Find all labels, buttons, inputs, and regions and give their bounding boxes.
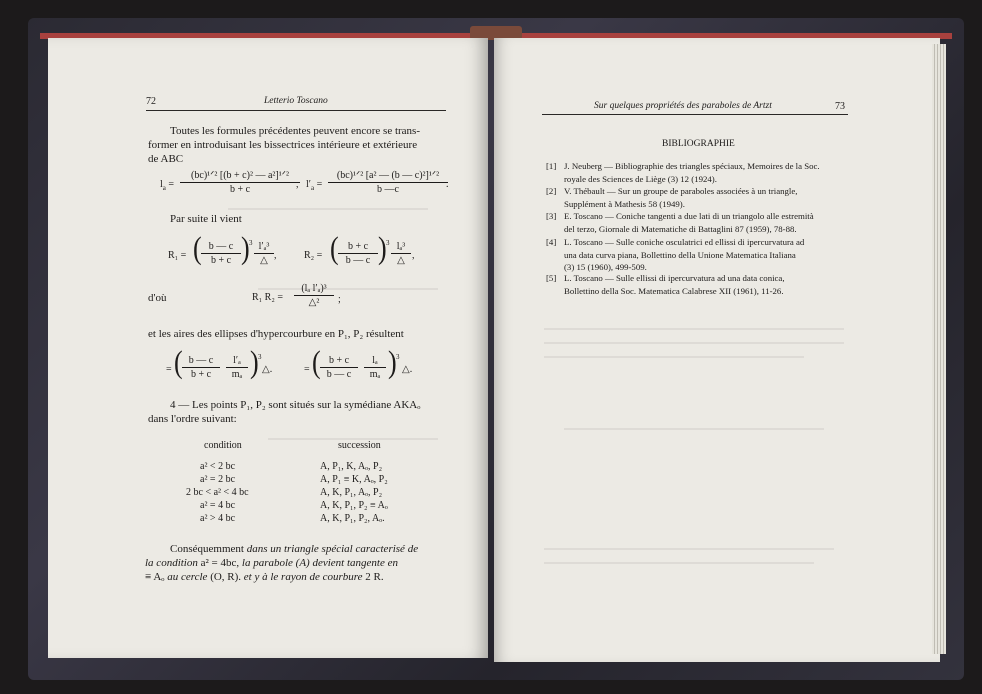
- formula-lhs: R₁ R₂ =: [252, 292, 283, 303]
- table-cell-succession: A, P₁, K, Aₒ, P₂: [320, 461, 383, 472]
- formula-post: △.: [262, 364, 273, 375]
- entry-line: una data curva piana, Bollettino della Unione Matematica Italiana: [564, 249, 796, 260]
- bibliography-entry: [546, 272, 856, 298]
- show-through: [228, 208, 428, 210]
- formula-eq: =: [304, 364, 310, 375]
- formula-fraction: (bc)¹ᐟ² [a² — (b — c)²]¹ᐟ² b —c: [328, 170, 448, 195]
- table-cell-succession: A, K, P₁, P₂, Aₒ.: [320, 513, 385, 524]
- formula-semicolon: ;: [338, 294, 341, 305]
- paren-close: ): [378, 231, 387, 266]
- right-page: [494, 38, 940, 662]
- formula-lhs: $l'_a$ =: [306, 179, 323, 192]
- formula-fraction: lₐ mₐ: [364, 355, 386, 380]
- paren-close: ): [388, 345, 397, 380]
- formula-fraction: lₐ³ △: [391, 241, 411, 266]
- table-cell-condition: a² = 4 bc: [200, 500, 236, 511]
- formula-comma: ,: [296, 179, 299, 190]
- running-head: Sur quelques propriétés des paraboles de Artzt: [594, 101, 772, 111]
- entry-line: Supplément à Mathesis 58 (1949).: [564, 198, 685, 209]
- paragraph-line: Par suite il vient: [170, 213, 242, 225]
- section-4-line: 4 — Les points P₁, P₂ sont situés sur la symédiane AKAₒ: [170, 399, 421, 411]
- formula-fraction: l′ₐ mₐ: [226, 355, 248, 380]
- entry-line: E. Toscano — Coniche tangenti a due lati di un triangolo alle estremità: [564, 211, 814, 221]
- entry-line: L. Toscano — Sulle ellissi di ipercurvatura ad una data conica,: [564, 273, 785, 283]
- show-through: [544, 562, 814, 564]
- paragraph-line: de ABC: [148, 153, 184, 165]
- page-number: 73: [835, 101, 845, 112]
- header-rule: [146, 110, 446, 111]
- bibliography-title: BIBLIOGRAPHIE: [662, 139, 735, 149]
- formula-comma: ,: [274, 250, 277, 261]
- formula-lhs: R₁ =: [168, 250, 187, 261]
- entry-line: Bollettino della Soc. Matematica Calabrese XII (1961), 11-26.: [564, 285, 784, 296]
- exponent: 3: [258, 353, 262, 361]
- entry-line: V. Thébault — Sur un groupe de paraboles associées à un triangle,: [564, 186, 798, 196]
- entry-number: [5]: [546, 273, 557, 283]
- show-through: [544, 328, 844, 330]
- exponent: 3: [249, 239, 253, 247]
- paren-close: ): [250, 345, 259, 380]
- entry-line: del terzo, Giornale di Matematiche di Battaglini 87 (1959), 78-88.: [564, 223, 797, 234]
- entry-line: royale des Sciences de Liège (3) 12 (1924).: [564, 173, 717, 184]
- running-head: Letterio Toscano: [264, 96, 328, 106]
- paren-open: (: [330, 231, 339, 266]
- show-through: [564, 428, 824, 430]
- page-number: 72: [146, 96, 156, 107]
- section-4-line: dans l'ordre suivant:: [148, 413, 237, 425]
- page-stack-edge: [932, 44, 946, 654]
- bibliography-entry: [546, 185, 856, 211]
- paren-open: (: [312, 345, 321, 380]
- bibliography-entry: [546, 236, 856, 274]
- exponent: 3: [396, 353, 400, 361]
- left-page: [48, 38, 488, 658]
- paragraph-line: et les aires des ellipses d'hypercourbure en P₁, P₂ résultent: [148, 328, 404, 340]
- formula-comma: ,: [412, 250, 415, 261]
- entry-line: (3) 15 (1960), 499-509.: [564, 262, 647, 272]
- table-head-succession: succession: [338, 440, 381, 451]
- formula-fraction: b + c b — c: [320, 355, 358, 380]
- header-rule: [542, 114, 848, 115]
- table-cell-succession: A, P₁ ≡ K, Aₒ, P₂: [320, 474, 388, 485]
- entry-line: J. Neuberg — Bibliographie des triangles spéciaux, Memoires de la Soc.: [564, 161, 820, 171]
- formula-period: .: [446, 179, 449, 190]
- entry-line: L. Toscano — Sulle coniche osculatrici ed ellissi di ipercurvatura ad: [564, 237, 805, 247]
- table-cell-condition: a² = 2 bc: [200, 474, 236, 485]
- bibliography-entry: [546, 160, 856, 186]
- formula-fraction: b + c b — c: [338, 241, 378, 266]
- formula-fraction: b — c b + c: [182, 355, 220, 380]
- entry-number: [1]: [546, 161, 557, 171]
- paren-open: (: [174, 345, 183, 380]
- table-cell-condition: 2 bc < a² < 4 bc: [186, 487, 249, 498]
- conclusion-line: Conséquemment dans un triangle spécial caracterisé de: [170, 543, 419, 555]
- paren-close: ): [241, 231, 250, 266]
- table-cell-succession: A, K, P₁, P₂ ≡ Aₒ: [320, 500, 388, 511]
- entry-number: [4]: [546, 237, 557, 247]
- formula-lhs: R₂ =: [304, 250, 323, 261]
- conclusion-line: la condition a² = 4bc, la parabole (A) devient tangente en: [145, 557, 398, 569]
- table-cell-condition: a² < 2 bc: [200, 461, 236, 472]
- show-through: [258, 288, 438, 290]
- show-through: [544, 356, 804, 358]
- formula-fraction: (bc)¹ᐟ² [(b + c)² — a²]¹ᐟ² b + c: [180, 170, 300, 195]
- paragraph-line: former en introduisant les bissectrices intérieure et extérieure: [148, 139, 418, 151]
- formula-fraction: b — c b + c: [201, 241, 241, 266]
- paren-open: (: [193, 231, 202, 266]
- formula-lhs: $l_a$ =: [160, 179, 175, 192]
- table-cell-succession: A, K, P₁, Aₒ, P₂: [320, 487, 383, 498]
- bibliography-entry: [546, 210, 856, 236]
- show-through: [544, 548, 834, 550]
- formula-fraction: (lₐ l′ₐ)³ △²: [294, 283, 334, 308]
- entry-number: [3]: [546, 211, 557, 221]
- table-cell-condition: a² > 4 bc: [200, 513, 236, 524]
- table-head-condition: condition: [204, 440, 242, 451]
- formula-post: △.: [402, 364, 413, 375]
- formula-eq: =: [166, 364, 172, 375]
- show-through: [544, 342, 844, 344]
- paragraph-line: Toutes les formules précédentes peuvent encore se trans-: [170, 125, 420, 137]
- paragraph-line: d'où: [148, 292, 167, 304]
- formula-fraction: l′ₐ³ △: [254, 241, 274, 266]
- conclusion-line: ≡ Aₒ au cercle (O, R). et y à le rayon de courbure 2 R.: [145, 571, 384, 583]
- entry-number: [2]: [546, 186, 557, 196]
- exponent: 3: [386, 239, 390, 247]
